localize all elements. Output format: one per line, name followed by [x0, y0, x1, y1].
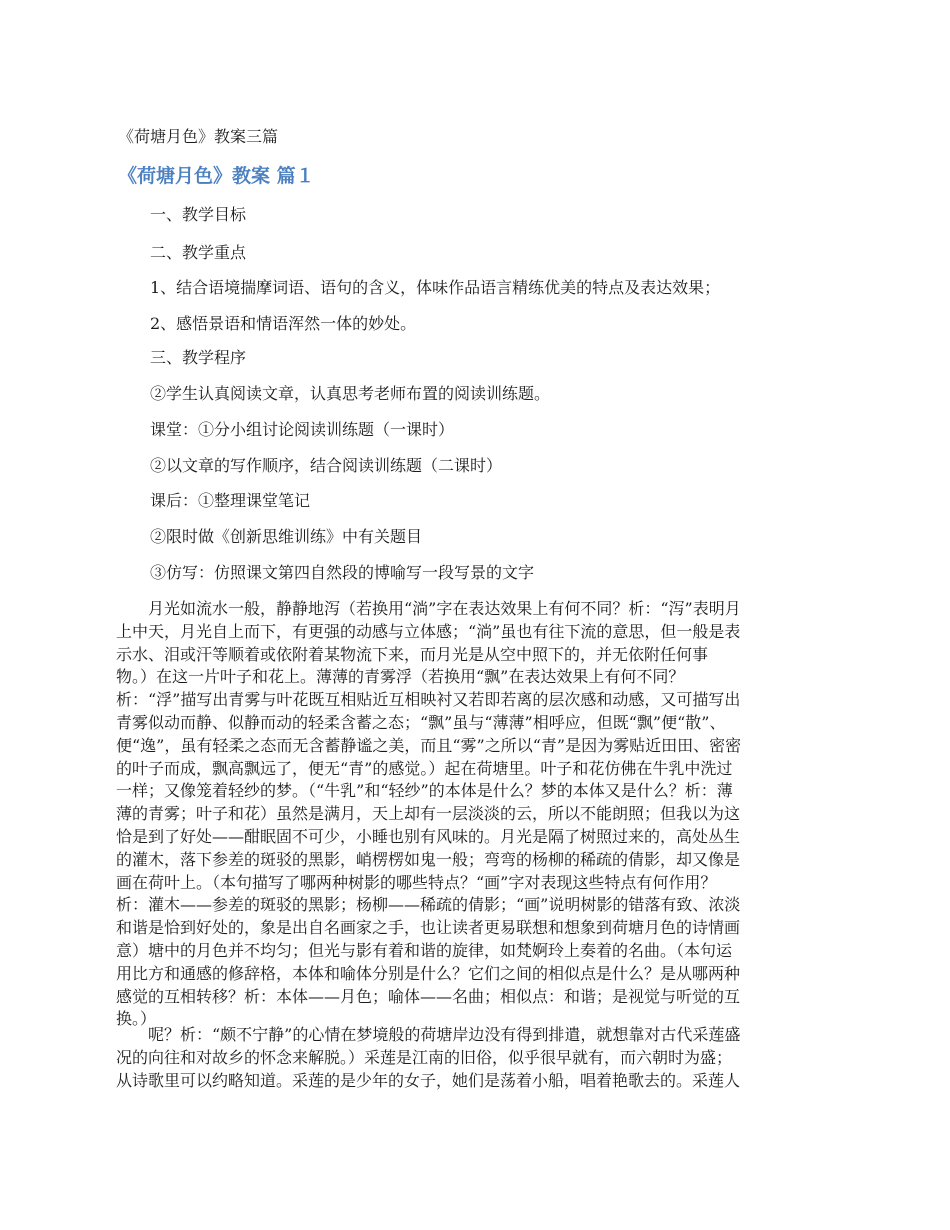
- paragraph-line: 月光如流水一般，静静地泻（若换用“淌”字在表达效果上有何不同？析：“泻”表明月: [116, 599, 741, 618]
- item-focus-2: 2、感悟景语和情语浑然一体的妙处。: [150, 314, 417, 333]
- paragraph-lotus-picking: [116, 1024, 832, 1092]
- item-teaching-focus: 二、教学重点: [150, 243, 247, 262]
- paragraph-line: 析：“浮”描写出青雾与叶花既互相贴近互相映衬又若即若离的层次感和动感，又可描写出: [116, 690, 741, 710]
- item-teaching-goals: 一、教学目标: [150, 205, 247, 224]
- paragraph-line: 呢？析：“颇不宁静”的心情在梦境般的荷塘岸边没有得到排遣，就想靠对古代采莲盛: [116, 1025, 741, 1044]
- item-teaching-procedure: 三、教学程序: [150, 348, 247, 367]
- paragraph-line: 析：灌木——参差的斑驳的黑影；杨柳——稀疏的倩影；“画”说明树影的错落有致、浓淡: [116, 895, 741, 915]
- item-classroom-1: 课堂：①分小组讨论阅读训练题（一课时）: [150, 420, 455, 439]
- paragraph-line: 便“逸”，虽有轻柔之态而无含蓄静谧之美，而且“雾”之所以“青”是因为雾贴近田田、密密: [116, 735, 742, 755]
- paragraph-line: 用比方和通感的修辞格，本体和喻体分别是什么？它们之间的相似点是什么？是从哪两种: [116, 963, 741, 983]
- paragraph-line: 和谐是恰到好处的，象是出自名画家之手，也让读者更易联想和想象到荷塘月色的诗情画: [116, 918, 741, 938]
- paragraph-line: 况的向往和对故乡的怀念来解脱。）采莲是江南的旧俗，似乎很早就有，而六朝时为盛；: [116, 1047, 733, 1067]
- paragraph-line: 换。）: [116, 1009, 157, 1029]
- paragraph-line: 的叶子而成，飘高飘远了，便无“青”的感觉。）起在荷塘里。叶子和花仿佛在牛乳中洗过: [116, 758, 733, 778]
- item-focus-1: 1、结合语境揣摩词语、语句的含义，体味作品语言精练优美的特点及表达效果；: [150, 278, 721, 297]
- item-after-class-1: 课后：①整理课堂笔记: [150, 491, 311, 510]
- item-procedure-reading: ②学生认真阅读文章，认真思考老师布置的阅读训练题。: [150, 384, 551, 403]
- paragraph-line: 示水、泪或汗等顺着或依附着某物流下来，而月光是从空中照下的，并无依附任何事: [116, 644, 709, 664]
- paragraph-line: 的灌木，落下参差的斑驳的黑影，峭楞楞如鬼一般；弯弯的杨柳的稀疏的倩影，却又像是: [116, 849, 741, 869]
- paragraph-line: 恰是到了好处——酣眠固不可少，小睡也别有风味的。月光是隔了树照过来的，高处丛生: [116, 826, 741, 846]
- paragraph-moonlight: [116, 598, 832, 1031]
- paragraph-line: 画在荷叶上。（本句描写了哪两种树影的哪些特点？“画”字对表现这些特点有何作用？: [116, 872, 717, 892]
- paragraph-line: 青雾似动而静、似静而动的轻柔含蓄之态；“飘”虽与“薄薄”相呼应，但既“飘”便“散”、: [116, 712, 726, 732]
- document-title: 《荷塘月色》教案三篇: [118, 127, 279, 146]
- paragraph-line: 薄的青雾；叶子和花）虽然是满月，天上却有一层淡淡的云，所以不能朗照；但我以为这: [116, 804, 741, 824]
- paragraph-line: 感觉的互相转移？析：本体——月色；喻体——名曲；相似点：和谐；是视觉与听觉的互: [116, 986, 741, 1006]
- item-after-class-2: ②限时做《创新思维训练》中有关题目: [150, 527, 423, 546]
- paragraph-line: 一样；又像笼着轻纱的梦。（“牛乳”和“轻纱”的本体是什么？梦的本体又是什么？析：薄: [116, 781, 733, 801]
- paragraph-line: 上中天，月光自上而下，有更强的动感与立体感；“淌”虽也有往下流的意思，但一般是表: [116, 621, 741, 641]
- item-after-class-3: ③仿写：仿照课文第四自然段的博喻写一段写景的文字: [150, 563, 535, 582]
- item-classroom-2: ②以文章的写作顺序，结合阅读训练题（二课时）: [150, 456, 503, 475]
- paragraph-line: 物。）在这一片叶子和花上。薄薄的青雾浮（若换用“飘”在表达效果上有何不同？: [116, 667, 685, 687]
- paragraph-line: 从诗歌里可以约略知道。采莲的是少年的女子，她们是荡着小船，唱着艳歌去的。采莲人: [116, 1070, 741, 1090]
- section-heading: 《荷塘月色》教案 篇１: [118, 165, 315, 187]
- paragraph-line: 意）塘中的月色并不均匀；但光与影有着和谐的旋律，如梵婀玲上奏着的名曲。（本句运: [116, 940, 733, 960]
